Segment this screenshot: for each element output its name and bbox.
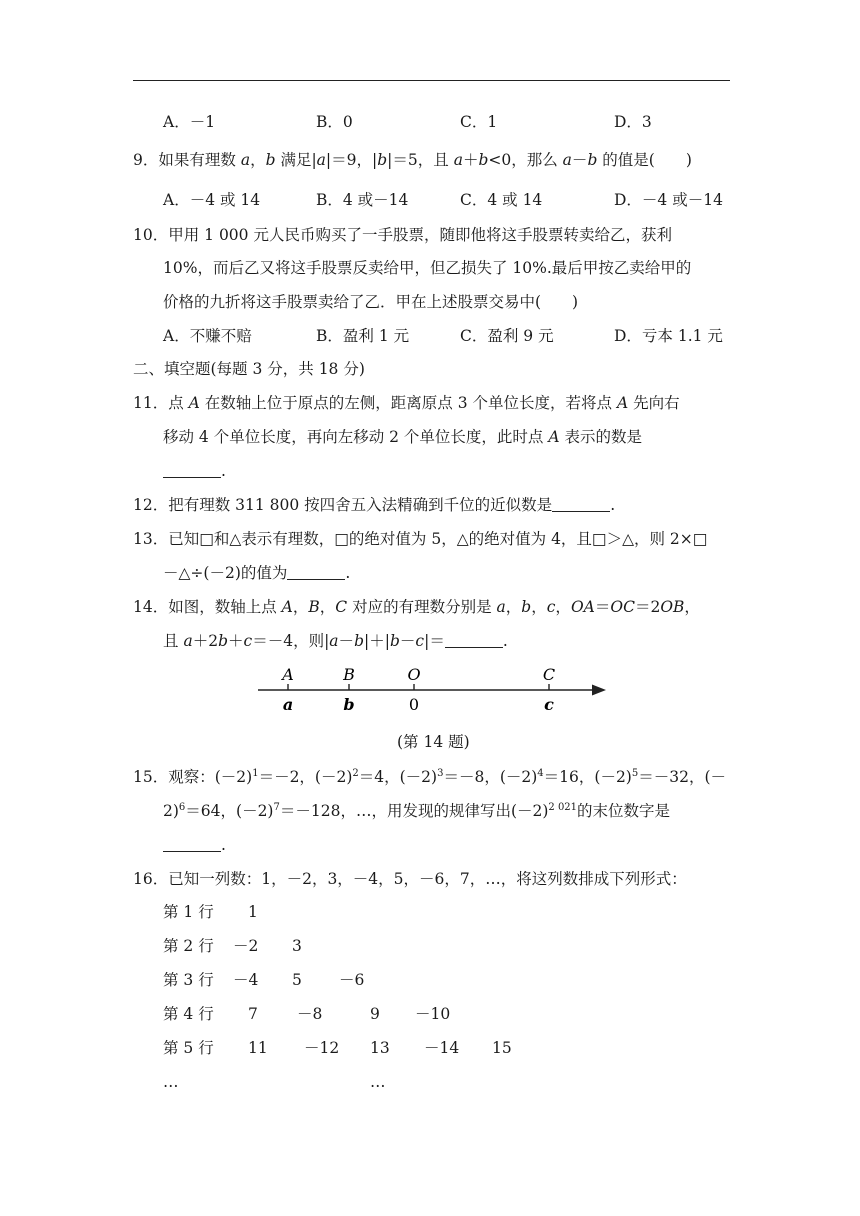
arrow-head-icon	[592, 685, 606, 696]
q8-option-a: A．－1	[163, 113, 216, 131]
row-5-value: 11	[248, 1039, 268, 1057]
row-label-2: 第 2 行	[163, 937, 214, 955]
q9-option-c: C．4 或 14	[460, 191, 543, 209]
question-9: 9．如果有理数 a，b 满足|a|＝9，|b|＝5，且 a＋b<0，那么 a－b 的值是( )	[133, 151, 692, 169]
question-12: 12．把有理数 311 800 按四舍五入法精确到千位的近似数是 .	[133, 496, 616, 514]
ellipsis-right: …	[370, 1073, 386, 1091]
value-label-b: b	[343, 695, 355, 714]
row-1-value: 1	[248, 903, 258, 921]
q9-option-b: B．4 或－14	[316, 191, 409, 209]
q13-line-2: －△÷(－2)的值为 .	[163, 564, 351, 582]
q8-option-b: B．0	[316, 113, 353, 131]
q16-intro: 16．已知一列数：1，－2，3，－4，5，－6，7，…，将这列数排成下列形式：	[133, 870, 687, 888]
row-5-value: 13	[370, 1039, 390, 1057]
row-5-value: －12	[304, 1039, 340, 1057]
row-3-value: －6	[339, 971, 365, 989]
row-5-value: －14	[424, 1039, 460, 1057]
row-4-value: －8	[297, 1005, 323, 1023]
row-2-value: 3	[292, 937, 302, 955]
row-label-3: 第 3 行	[163, 971, 214, 989]
ellipsis-left: …	[163, 1073, 179, 1091]
answer-blank	[163, 837, 221, 852]
row-4-value: 7	[248, 1005, 258, 1023]
q10-line-3: 价格的九折将这手股票卖给了乙．甲在上述股票交易中( )	[163, 293, 579, 311]
figure-caption: (第 14 题)	[397, 733, 470, 751]
value-label-zero: 0	[408, 695, 420, 714]
q10-line-2: 10%，而后乙又将这手股票反卖给甲，但乙损失了 10%.最后甲按乙卖给甲的	[163, 259, 692, 277]
q10-line-1: 10．甲用 1 000 元人民币购买了一手股票，随即他将这手股票转卖给乙，获利	[133, 226, 672, 244]
q8-option-c: C．1	[460, 113, 498, 131]
row-5-value: 15	[492, 1039, 512, 1057]
value-label-c: c	[544, 695, 554, 714]
q10-option-c: C．盈利 9 元	[460, 327, 554, 345]
number-line-figure	[250, 660, 620, 720]
q13-line-1: 13．已知□和△表示有理数，□的绝对值为 5，△的绝对值为 4，且□＞△，则 2×□	[133, 530, 708, 548]
q11-line-2: 移动 4 个单位长度，再向左移动 2 个单位长度，此时点 A 表示的数是	[163, 428, 643, 446]
answer-blank	[163, 463, 221, 478]
row-label-5: 第 5 行	[163, 1039, 214, 1057]
q9-option-d: D．－4 或－14	[614, 191, 723, 209]
q10-option-a: A．不赚不赔	[163, 327, 252, 345]
q14-line-1: 14．如图，数轴上点 A，B，C 对应的有理数分别是 a，b，c，OA＝OC＝2OB，	[133, 598, 700, 616]
row-2-value: －2	[233, 937, 259, 955]
q9-option-a: A．－4 或 14	[163, 191, 261, 209]
point-label-c: C	[542, 665, 556, 684]
point-label-o: O	[407, 665, 421, 684]
point-label-b: B	[343, 665, 355, 684]
q10-option-d: D．亏本 1.1 元	[614, 327, 723, 345]
q8-option-d: D．3	[614, 113, 652, 131]
row-4-value: －10	[415, 1005, 451, 1023]
q15-line-1: 15．观察：$(-2)^1=-2$，$(-2)^2=4$，$(-2)^3=-8$，$(-2)^4=16$，$(-2)^5=-32$，(－	[133, 768, 727, 786]
point-label-a: A	[282, 665, 294, 684]
answer-blank	[552, 497, 610, 512]
row-4-value: 9	[370, 1005, 380, 1023]
q14-line-2: 且 a＋2b＋c＝－4，则|a－b|＋|b－c|＝ .	[163, 632, 508, 650]
answer-blank	[287, 565, 345, 580]
section-heading-fill-blank: 二、填空题(每题 3 分，共 18 分)	[133, 360, 365, 378]
q15-answer-line: .	[163, 835, 226, 855]
row-label-4: 第 4 行	[163, 1005, 214, 1023]
answer-blank	[445, 633, 503, 648]
q10-option-b: B．盈利 1 元	[316, 327, 410, 345]
q15-line-2: 2)$^6$＝64，$(-2)^7=-128$，…，用发现的规律写出$(-2)^{2 021}$的末位数字是	[163, 802, 671, 820]
row-label-1: 第 1 行	[163, 903, 214, 921]
q11-answer-line: .	[163, 461, 226, 481]
q11-line-1: 11．点 A 在数轴上位于原点的左侧，距离原点 3 个单位长度，若将点 A 先向右	[133, 394, 680, 412]
row-3-value: 5	[292, 971, 302, 989]
value-label-a: a	[282, 695, 294, 714]
row-3-value: －4	[233, 971, 259, 989]
header-rule	[133, 80, 730, 81]
